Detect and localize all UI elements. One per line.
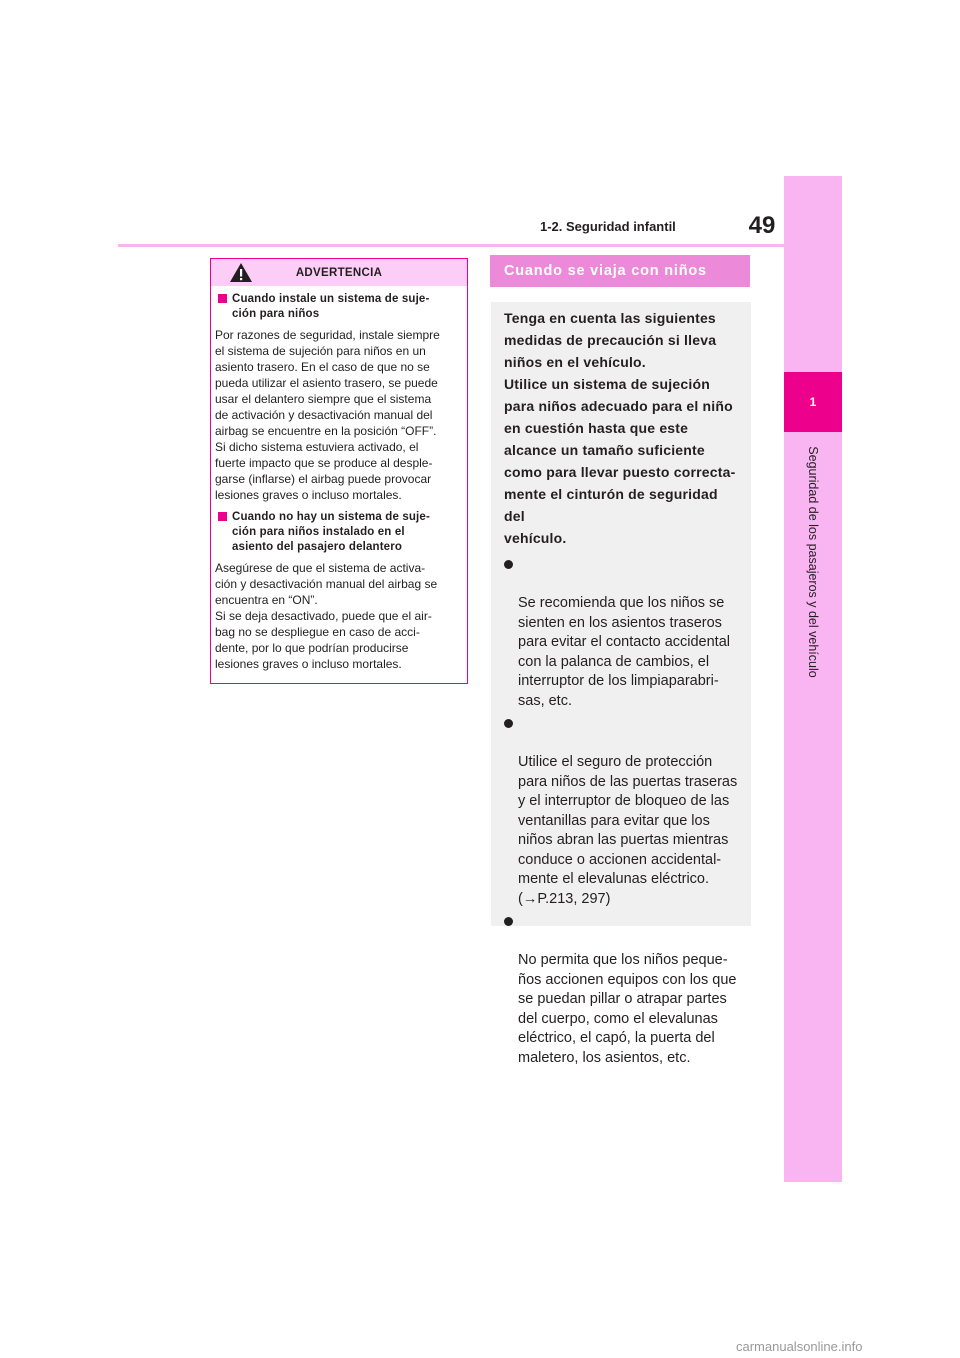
list-item bbox=[504, 714, 741, 909]
warning-title: ADVERTENCIA bbox=[295, 266, 383, 279]
square-bullet-icon bbox=[218, 294, 227, 303]
warning-heading bbox=[215, 510, 457, 555]
chapter-side-tab bbox=[784, 176, 842, 1182]
list-item bbox=[504, 555, 741, 711]
square-bullet-icon bbox=[218, 512, 227, 521]
travel-lead: Tenga en cuenta las siguientes medidas de precaución si lleva niños en el vehículo. Utilice un sistema de sujeción para niños adecuado para el niño en cuestión hasta que este alcance un tamaño suficiente como para llevar puesto correcta- mente el cinturón de seguridad del vehículo. bbox=[504, 310, 736, 546]
section-title: 1-2. Seguridad infantil bbox=[540, 219, 676, 234]
warning-paragraph: Asegúrese de que el sistema de activa- ción y desactivación manual del airbag se encuentra en “ON”. Si se deja desactivado, puede que el air- bag no se despliegue en caso de acci- dente, por lo que podrían producirse lesiones graves o incluso mortales. bbox=[215, 561, 438, 671]
warning-paragraph: Por razones de seguridad, instale siempre el sistema de sujeción para niños en un asiento trasero. En el caso de que no se pueda utilizar el asiento trasero, se puede usar el delantero siempre que el sistema de activación y desactivación manual del airbag se encuentre en la posición “OFF”. Si dicho sistema estuviera activado, el fuerte impacto que se produce al desple- garse (inflarse) el airbag puede provocar lesiones graves o incluso mortales. bbox=[215, 328, 440, 502]
list-item-text: Se recomienda que los niños se sienten en los asientos traseros para evitar el contacto accidental con la palanca de cambios, el interruptor de los limpiaparabri- sas, etc. bbox=[518, 595, 730, 709]
warning-box bbox=[210, 258, 468, 684]
list-item bbox=[504, 912, 741, 1068]
chapter-title: Seguridad de los pasajeros y del vehículo bbox=[806, 446, 820, 678]
bullet-dot-icon bbox=[504, 719, 513, 728]
list-item-text: Utilice el seguro de protección para niños de las puertas traseras y el interruptor de bloqueo de las ventanillas para evitar que los niños abran las puertas mientras conduce o accionen accidental- mente el elevalunas eléctrico. (→P.213, 297) bbox=[518, 754, 738, 907]
travel-box bbox=[491, 302, 751, 1066]
bullet-dot-icon bbox=[504, 917, 513, 926]
warning-heading-text: Cuando no hay un sistema de suje- ción para niños instalado en el asiento del pasajero delantero bbox=[232, 511, 430, 553]
chapter-number-tab[interactable]: 1 bbox=[784, 372, 842, 432]
warning-heading-text: Cuando instale un sistema de suje- ción para niños bbox=[232, 293, 430, 320]
warning-header bbox=[211, 259, 467, 286]
bullet-dot-icon bbox=[504, 560, 513, 569]
list-item-text: No permita que los niños peque- ños accionen equipos con los que se puedan pillar o atrapar partes del cuerpo, como el elevalunas eléctrico, el capó, la puerta del maletero, los asientos, etc. bbox=[518, 952, 737, 1066]
header-divider bbox=[118, 244, 784, 247]
warning-triangle-icon bbox=[229, 262, 253, 283]
watermark: carmanualsonline.info bbox=[736, 1339, 863, 1354]
page-number: 49 bbox=[748, 212, 776, 239]
warning-heading bbox=[215, 292, 457, 322]
travel-banner: Cuando se viaja con niños bbox=[490, 255, 750, 287]
